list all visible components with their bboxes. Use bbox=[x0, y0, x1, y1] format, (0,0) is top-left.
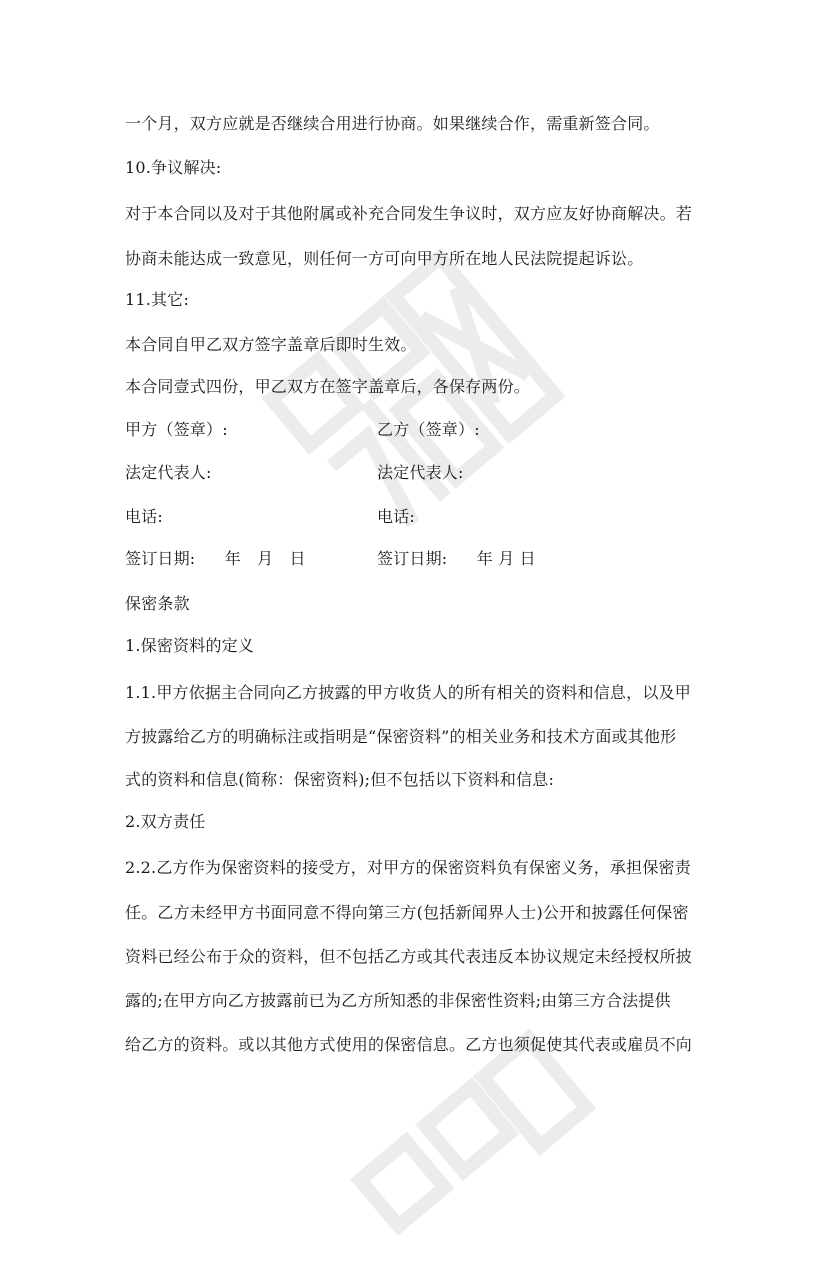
party-a-date-label: 签订日期: bbox=[125, 549, 196, 568]
signature-row-sign bbox=[125, 420, 228, 440]
party-a-date-row bbox=[125, 549, 306, 569]
clause-10-text-line-2: 协商未能达成一致意见，则任何一方可向甲方所在地人民法院提起诉讼。 bbox=[125, 249, 644, 268]
watermark-logo bbox=[251, 236, 589, 574]
party-a-date-units: 年 月 日 bbox=[224, 549, 306, 568]
clause-9-continuation: 一个月，双方应就是否继续合用进行协商。如果继续合作，需重新签合同。 bbox=[125, 114, 660, 133]
clause-11-heading: 11.其它: bbox=[125, 290, 190, 309]
responsibility-text-line-2: 任。乙方未经甲方书面同意不得向第三方(包括新闻界人士)公开和披露任何保密 bbox=[125, 903, 689, 922]
confidentiality-title: 保密条款 bbox=[125, 594, 190, 613]
responsibility-text-line-5: 给乙方的资料。或以其他方式使用的保密信息。乙方也须促使其代表或雇员不向 bbox=[125, 1035, 693, 1054]
party-b-rep-label: 法定代表人: bbox=[377, 463, 464, 482]
definition-text-line-3: 式的资料和信息(简称：保密资料);但不包括以下资料和信息: bbox=[125, 770, 555, 789]
clause-10-text-line-1: 对于本合同以及对于其他附属或补充合同发生争议时，双方应友好协商解决。若 bbox=[125, 204, 693, 223]
party-b-date-label: 签订日期: bbox=[377, 549, 448, 568]
party-a-rep-label: 法定代表人: bbox=[125, 463, 212, 482]
party-a-phone-label: 电话: bbox=[125, 507, 163, 526]
party-a-sign-label: 甲方（签章）: bbox=[125, 420, 228, 439]
clause-11-text-line-1: 本合同自甲乙双方签字盖章后即时生效。 bbox=[125, 335, 417, 354]
party-b-date-row bbox=[377, 549, 536, 569]
responsibility-text-line-1: 2.2.乙方作为保密资料的接受方，对甲方的保密资料负有保密义务，承担保密责 bbox=[125, 858, 691, 877]
responsibility-heading: 2.双方责任 bbox=[125, 812, 206, 831]
party-b-sign-label: 乙方（签章）: bbox=[377, 420, 480, 439]
clause-11-text-line-2: 本合同壹式四份，甲乙双方在签字盖章后，各保存两份。 bbox=[125, 377, 531, 396]
definition-text-line-1: 1.1.甲方依据主合同向乙方披露的甲方收货人的所有相关的资料和信息，以及甲 bbox=[125, 683, 691, 702]
clause-10-heading: 10.争议解决: bbox=[125, 158, 222, 177]
responsibility-text-line-3: 资料已经公布于众的资料，但不包括乙方或其代表违反本协议规定未经授权所披 bbox=[125, 947, 693, 966]
definition-text-line-2: 方披露给乙方的明确标注或指明是“保密资料”的相关业务和技术方面或其他形 bbox=[125, 727, 677, 746]
definition-heading: 1.保密资料的定义 bbox=[125, 636, 255, 655]
responsibility-text-line-4: 露的;在甲方向乙方披露前已为乙方所知悉的非保密性资料;由第三方合法提供 bbox=[125, 991, 671, 1010]
party-b-phone-label: 电话: bbox=[377, 507, 415, 526]
party-b-date-units: 年 月 日 bbox=[476, 549, 536, 568]
